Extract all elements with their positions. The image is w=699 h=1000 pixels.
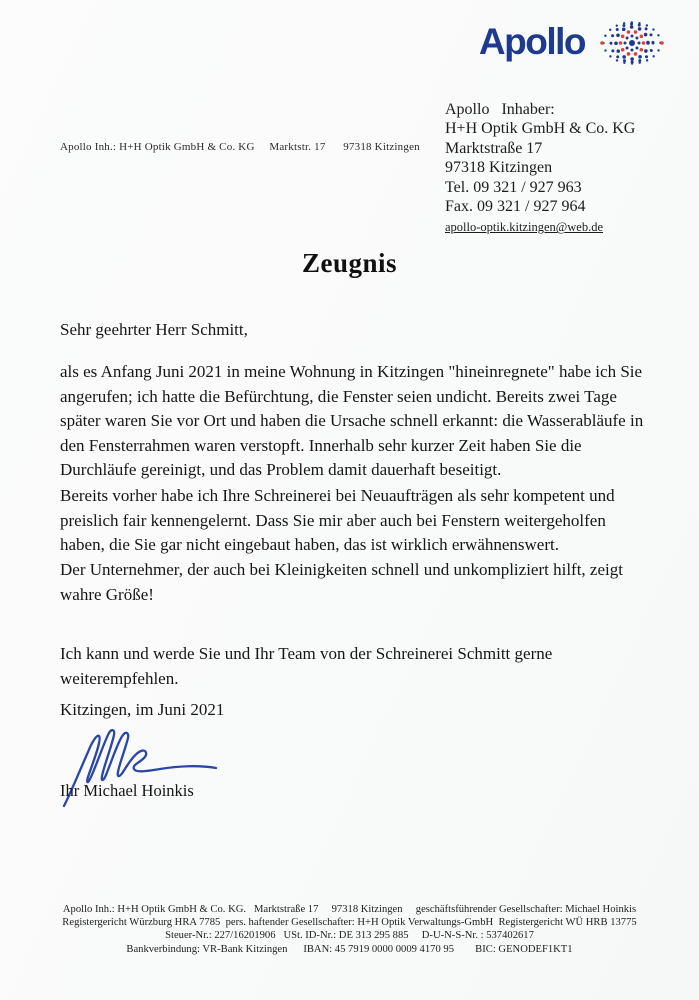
letter-footer	[0, 903, 699, 956]
footer-line-tax: Steuer-Nr.: 227/16201906 USt. ID-Nr.: DE 313 295 885 D-U-N-S-Nr. : 537402617	[165, 930, 534, 942]
body-paragraph: Bereits vorher habe ich Ihre Schreinerei bei Neuaufträgen als sehr kompetent und preislich fair kennengelernt. Dass Sie mir aber auch bei Fenstern weitergeholfen haben, die Sie gar nicht eingebaut haben, das ist wirklich erwähnenswert.	[60, 486, 615, 555]
contact-line-city: 97318 Kitzingen	[445, 159, 553, 177]
signoff-name: Ihr Michael Hoinkis	[60, 781, 194, 800]
footer-line-bank: Bankverbindung: VR-Bank Kitzingen IBAN: 45 7919 0000 0009 4170 95 BIC: GENODEF1KT1	[126, 943, 573, 955]
sender-reference-line: Apollo Inh.: H+H Optik GmbH & Co. KG Marktstr. 17 97318 Kitzingen	[60, 141, 420, 153]
contact-email: apollo-optik.kitzingen@web.de	[445, 220, 604, 235]
contact-line-phone: Tel. 09 321 / 927 963	[445, 178, 582, 196]
footer-line-company: Apollo Inh.: H+H Optik GmbH & Co. KG. Marktstraße 17 97318 Kitzingen geschäftsführender Gesellschafter: Michael Hoinkis	[62, 904, 637, 915]
letter-title: Zeugnis	[301, 248, 398, 278]
contact-address-block	[445, 100, 635, 238]
apollo-logo	[479, 20, 665, 66]
date-line: Kitzingen, im Juni 2021	[60, 700, 225, 719]
contact-line-street: Marktstraße 17	[445, 139, 543, 157]
body-paragraph: Der Unternehmer, der auch bei Kleinigkeiten schnell und unkompliziert hilft, zeigt wahre Größe!	[60, 560, 623, 604]
body-paragraph: als es Anfang Juni 2021 in meine Wohnung in Kitzingen "hineinregnete" habe ich Sie angerufen; ich hatte die Befürchtung, die Fenster seien undicht. Bereits zwei Tage später waren Sie vor Ort und haben die Ursache schnell erkannt: die Wasserabläufe in den Fensterrahmen waren verstopft. Innerhalb sehr kurzer Zeit haben Sie die Durchläufe gereinigt, und das Problem damit dauerhaft beseitigt.	[60, 362, 644, 480]
body-paragraph: Ich kann und werde Sie und Ihr Team von der Schreinerei Schmitt gerne weiterempfehlen.	[60, 644, 553, 688]
contact-line-fax: Fax. 09 321 / 927 964	[445, 198, 586, 216]
apollo-dotted-eye-icon	[599, 20, 665, 66]
contact-line-owner: Apollo Inhaber:	[445, 101, 555, 118]
footer-line-register: Registergericht Würzburg HRA 7785 pers. haftender Gesellschafter: H+H Optik Verwaltungs-GmbH Registergericht WÜ HRB 13775	[62, 917, 637, 929]
salutation: Sehr geehrter Herr Schmitt,	[60, 320, 248, 339]
contact-line-company: H+H Optik GmbH & Co. KG	[445, 120, 636, 138]
apollo-wordmark: Apollo	[478, 20, 585, 62]
